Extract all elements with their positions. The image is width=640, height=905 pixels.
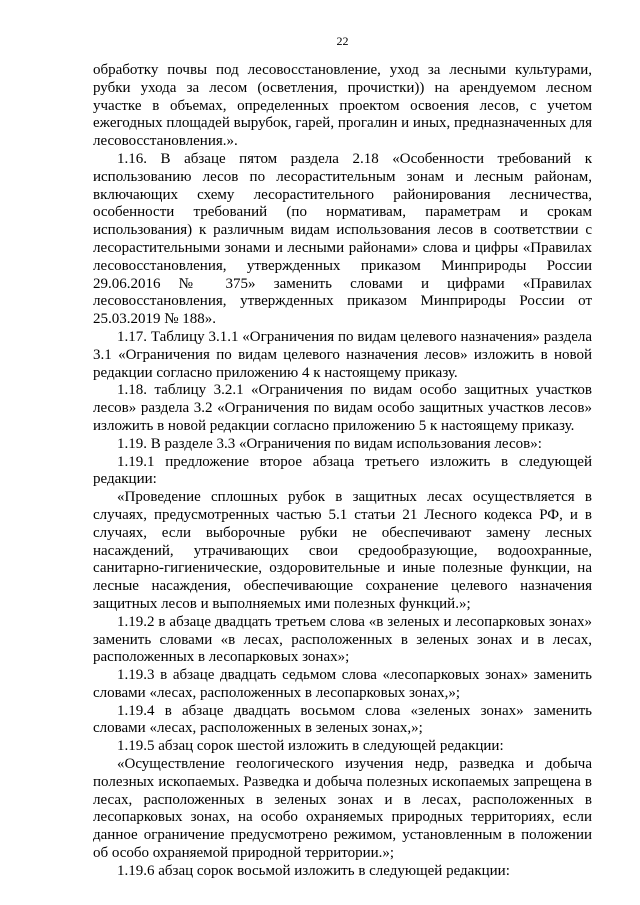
paragraph-1-19-6: 1.19.6 абзац сорок восьмой изложить в следующей редакции:	[117, 862, 510, 879]
paragraph-1-19-4: 1.19.4 в абзаце двадцать восьмом слова «зеленых зонах» заменить словами «лесах, расположенных в зеленых зонах,»;	[93, 702, 592, 737]
paragraph-quote-nedra: «Осуществление геологического изучения недр, разведка и добыча полезных ископаемых. Разведка и добыча полезных ископаемых запрещена в лесах, расположенных в зеленых зонах и в лесах, расположенных в лесопарковых зонах, на особо охраняемых природных территориях, если данное ограничение предусмотрено режимом, установленным в положении об особо охраняемой природной территории.»;	[93, 756, 592, 862]
paragraph-continuation: обработку почвы под лесовосстановление, уход за лесными культурами, рубки ухода за лесом (осветления, прочистки)) на арендуемом лесном участке в объемах, определенных проектом освоения лесов, с учетом ежегодных площадей вырубок, гарей, прогалин и иных, предназначенных для лесовосстановления.».	[93, 62, 592, 150]
paragraph-1-19-1: 1.19.1 предложение второе абзаца третьего изложить в следующей редакции:	[93, 453, 592, 488]
paragraph-1-17: 1.17. Таблицу 3.1.1 «Ограничения по видам целевого назначения» раздела 3.1 «Ограничения по видам целевого назначения лесов» изложить в новой редакции согласно приложению 4 к настоящему приказу.	[93, 328, 592, 381]
paragraph-1-19-3: 1.19.3 в абзаце двадцать седьмом слова «лесопарковых зонах» заменить словами «лесах, расположенных в лесопарковых зонах,»;	[93, 667, 592, 701]
paragraph-quote-rubki: «Проведение сплошных рубок в защитных лесах осуществляется в случаях, предусмотренных частью 5.1 статьи 21 Лесного кодекса РФ, и в случаях, если выборочные рубки не обеспечивают замену лесных насаждений, утрачивающих свои средообразующие, водоохранные, санитарно-гигиенические, оздоровительные и иные полезные функции, на лесные насаждения, обеспечивающие сохранение целевого назначения защитных лесов и выполняемых ими полезных функций.»;	[93, 489, 592, 612]
paragraph-1-19-5: 1.19.5 абзац сорок шестой изложить в следующей редакции:	[117, 738, 504, 755]
paragraph-1-19-2: 1.19.2 в абзаце двадцать третьем слова «в зеленых и лесопарковых зонах» заменить словами «в лесах, расположенных в зеленых зонах и в лесах, расположенных в лесопарковых зонах»;	[93, 613, 592, 666]
page-number: 22	[336, 34, 349, 48]
paragraph-1-19: 1.19. В разделе 3.3 «Ограничения по видам использования лесов»:	[117, 435, 542, 452]
paragraph-1-16: 1.16. В абзаце пятом раздела 2.18 «Особенности требований к использованию лесов по лесорастительным зонам и лесным районам, включающих схему лесорастительного районирования лесничества, особенности требований (по нормативам, параметрам и срокам использования) к различным видам использования лесов в соответствии с лесорастительными зонами и лесными районами» слова и цифры «Правилах лесовосстановления, утвержденных приказом Минприроды России 29.06.2016 № 375» заменить словами и цифрами «Правилах лесовосстановления, утвержденных приказом Минприроды России от 25.03.2019 № 188».	[93, 150, 592, 328]
paragraph-1-18: 1.18. таблицу 3.2.1 «Ограничения по видам особо защитных участков лесов» раздела 3.2 «Ограничения по видам особо защитных участков лесов» изложить в новой редакции согласно приложению 5 к настоящему приказу.	[93, 382, 592, 434]
